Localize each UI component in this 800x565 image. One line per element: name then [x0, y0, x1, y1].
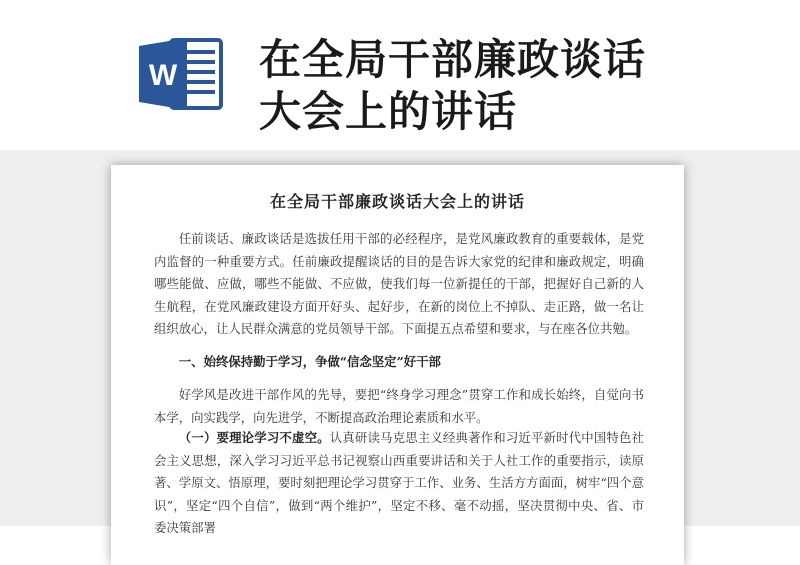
paragraph-study: 好学风是改进干部作风的先导，要把“终身学习理念”贯穿工作和成长始终，自觉向书本学，向实践学，向先进学，不断提高政治理论素质和水平。	[154, 387, 644, 425]
word-app-icon	[137, 34, 227, 114]
cover-title-line-1: 在全局干部廉政谈话	[259, 35, 647, 84]
cover-title-line-2: 大会上的讲话	[259, 87, 518, 136]
document-title: 在全局干部廉政谈话大会上的讲话	[269, 192, 525, 211]
subheading-theory: （一）要理论学习不虚空。	[178, 430, 330, 445]
paragraph-intro: 任前谈话、廉政谈话是选拔任用干部的必经程序，是党风廉政教育的重要载体，是党内监督的一种重要方式。任前廉政提醒谈话的目的是告诉大家党的纪律和廉政规定，明确哪些能做、应做，哪些不能做、不应做，使我们每一位新提任的干部，把握好自己新的人生航程，在党风廉政建设方面开好头、起好步，在新的岗位上不掉队、走正路，做一名让组织放心，让人民群众满意的党员领导干部。下面提五点希望和要求，与在座各位共勉。	[154, 231, 644, 337]
cover-header	[0, 0, 800, 150]
paragraph-theory	[154, 427, 644, 540]
word-icon-letter: W	[148, 59, 178, 92]
cover-title	[259, 34, 779, 138]
section-heading-1: 一、始终保持勤于学习，争做“信念坚定”好干部	[178, 354, 441, 369]
document-page	[111, 165, 684, 565]
paragraph-theory-text: 认真研读马克思主义经典著作和习近平新时代中国特色社会主义思想，深入学习习近平总书记视察山西重要讲话和关于人社工作的重要指示，读原著、学原文、悟原理，要时刻把理论学习贯穿于工作、业务、生活方方面面，树牢“四个意识”，坚定“四个自信”，做到“两个维护”，坚定不移、毫不动摇，坚决贯彻中央、省、市委决策部署	[154, 430, 644, 536]
